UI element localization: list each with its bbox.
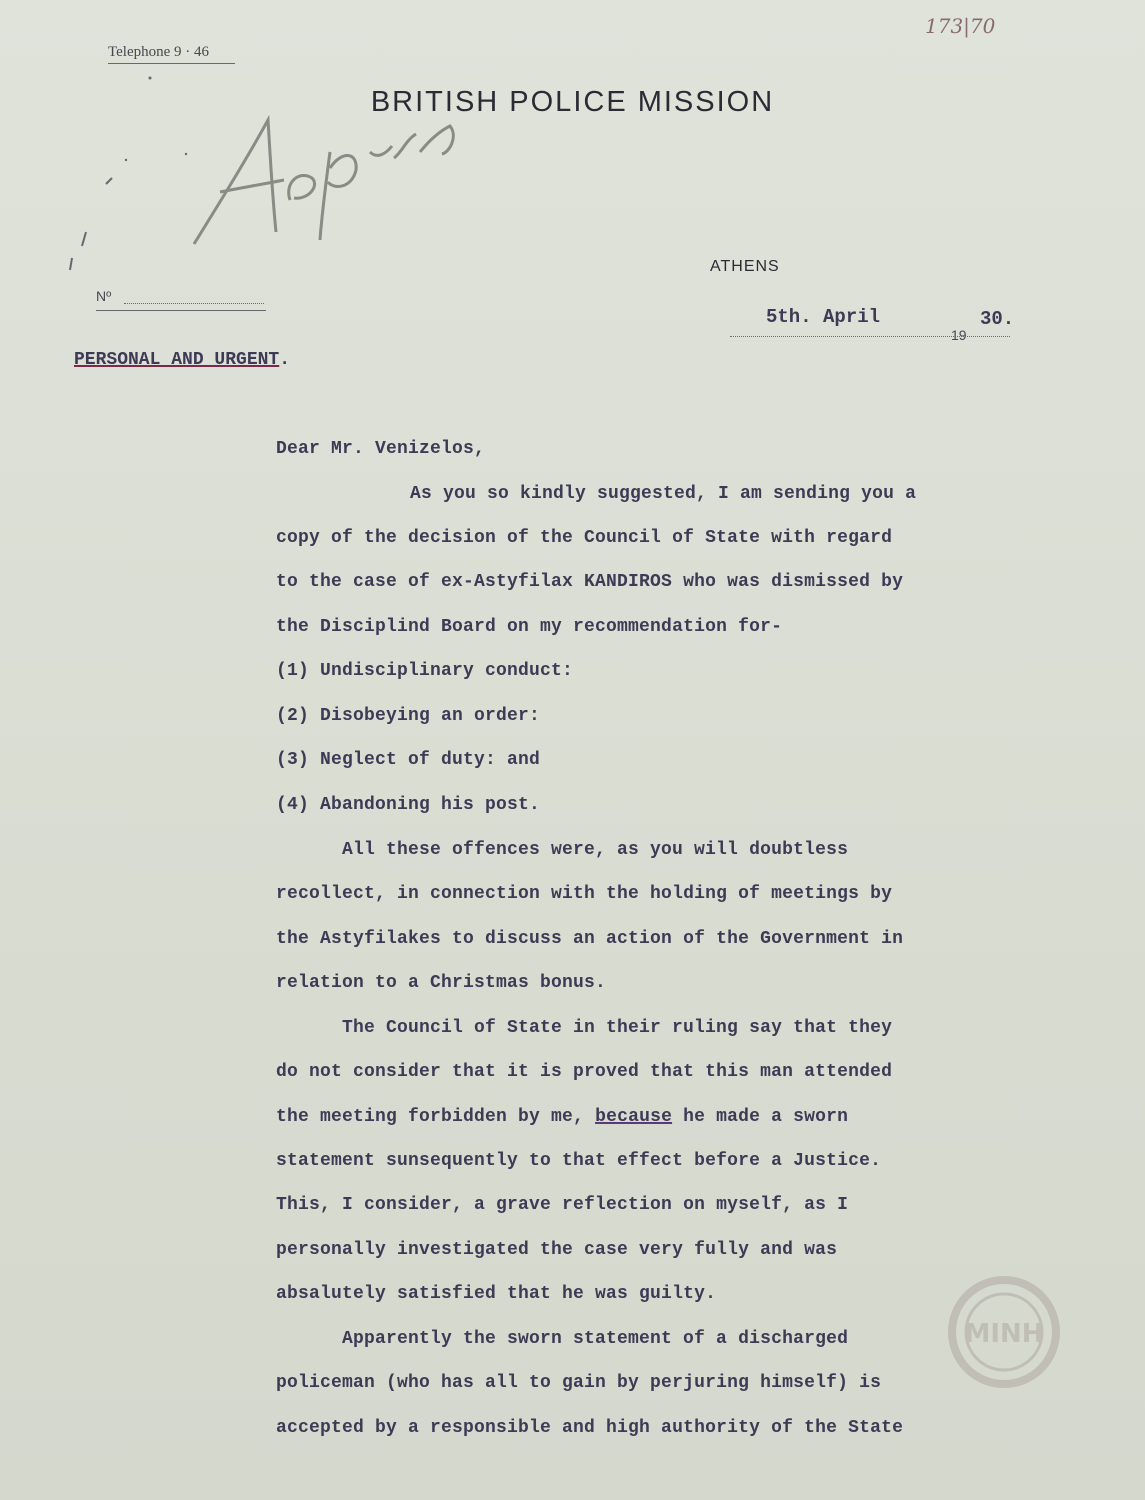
letterhead-title: BRITISH POLICE MISSION — [370, 86, 775, 118]
date-day-month: 5th. April — [766, 306, 881, 328]
text-segment: the meeting forbidden by me, — [276, 1107, 596, 1127]
paragraph-3-line-5: This, I consider, a grave reflection on myself, as I — [276, 1195, 849, 1215]
paragraph-1-line-1: As you so kindly suggested, I am sending you a — [410, 484, 917, 504]
paragraph-1-line-3: to the case of ex-Astyfilax KANDIROS who was dismissed by — [276, 572, 904, 592]
handwritten-archive-mark — [180, 112, 480, 252]
paragraph-1-line-4: the Disciplind Board on my recommendation for- — [276, 617, 783, 637]
place-athens: ATHENS — [710, 258, 780, 275]
text-segment: he made a sworn — [672, 1107, 849, 1127]
paragraph-4-line-1: Apparently the sworn statement of a discharged — [342, 1329, 849, 1349]
list-item: (2) Disobeying an order: — [276, 706, 541, 726]
paragraph-4-line-3: accepted by a responsible and high authority of the State — [276, 1418, 904, 1438]
signature-text: Αρχειο — [180, 112, 184, 113]
salutation: Dear Mr. Venizelos, — [276, 439, 486, 459]
paragraph-3-line-4: statement sunsequently to that effect before a Justice. — [276, 1151, 882, 1171]
archive-reference: 173|70 — [925, 14, 996, 38]
paragraph-3-line-2: do not consider that it is proved that this man attended — [276, 1062, 893, 1082]
reference-number-field — [124, 303, 264, 304]
margin-marks — [0, 0, 200, 300]
date-century: 19 — [951, 327, 967, 343]
paragraph-1-line-2: copy of the decision of the Council of State with regard — [276, 528, 893, 548]
paragraph-2-line-2: recollect, in connection with the holding of meetings by — [276, 884, 893, 904]
paragraph-2-line-3: the Astyfilakes to discuss an action of the Government in — [276, 929, 904, 949]
paragraph-2-line-1: All these offences were, as you will doubtless — [342, 840, 849, 860]
date-year: 30. — [980, 308, 1015, 330]
classification-period: . — [279, 350, 291, 370]
reference-number-label: Nº — [96, 288, 112, 304]
archive-stamp-watermark — [944, 1272, 1064, 1392]
paragraph-2-line-4: relation to a Christmas bonus. — [276, 973, 607, 993]
stamp-text: ΜΙΝΗ — [964, 1319, 1044, 1349]
classification-text: PERSONAL AND URGENT — [74, 350, 280, 370]
paragraph-3-line-3 — [276, 1107, 848, 1127]
list-item: (3) Neglect of duty: and — [276, 750, 541, 770]
classification-heading — [74, 350, 290, 370]
telephone-number: Telephone 9 · 46 — [108, 44, 235, 64]
list-item: (4) Abandoning his post. — [276, 795, 541, 815]
list-item: (1) Undisciplinary conduct: — [276, 661, 574, 681]
paragraph-3-line-6: personally investigated the case very fully and was — [276, 1240, 838, 1260]
paragraph-4-line-2: policeman (who has all to gain by perjuring himself) is — [276, 1373, 882, 1393]
paragraph-3-line-1: The Council of State in their ruling say that they — [342, 1018, 893, 1038]
date-line — [730, 336, 1010, 337]
divider — [96, 310, 266, 311]
underlined-word: because — [595, 1107, 673, 1127]
paragraph-3-line-7: absalutely satisfied that he was guilty. — [276, 1284, 717, 1304]
